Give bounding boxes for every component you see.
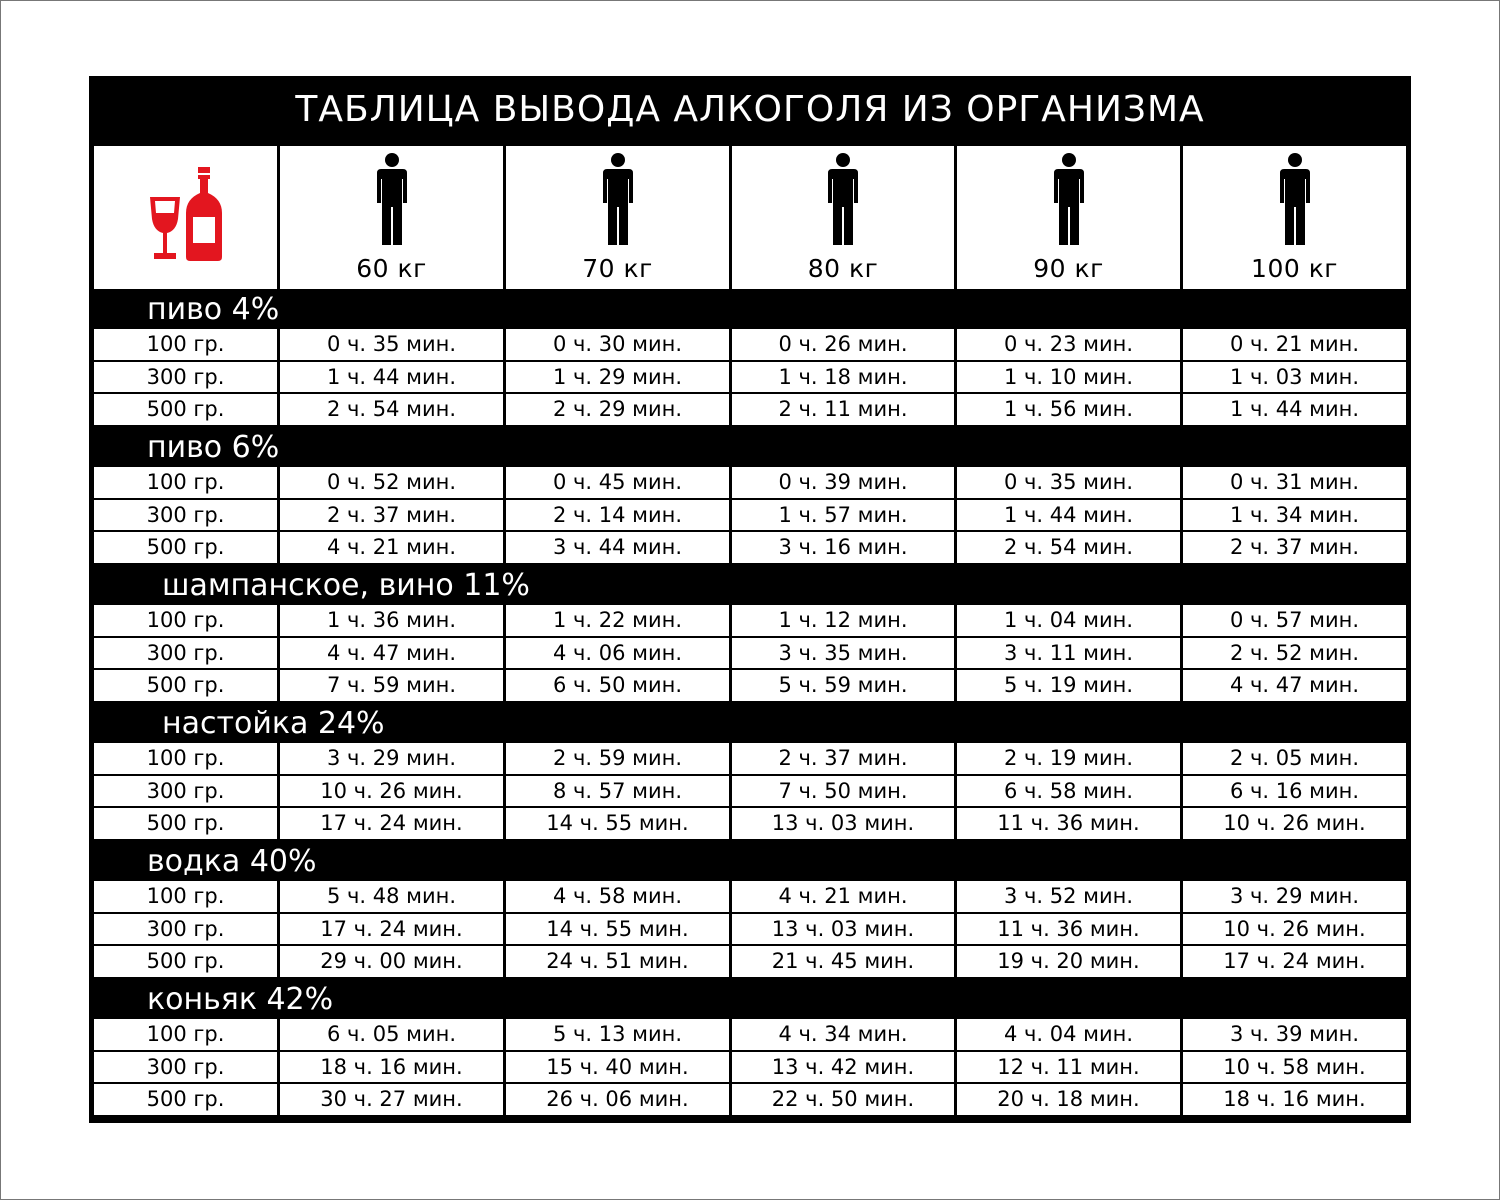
time-cell: 5 ч. 19 мин. [957,670,1180,701]
time-cell: 1 ч. 56 мин. [957,394,1180,425]
time-cell: 11 ч. 36 мин. [957,914,1180,945]
time-cell: 2 ч. 54 мин. [957,532,1180,563]
time-cell: 6 ч. 05 мин. [280,1019,503,1050]
time-cell: 10 ч. 26 мин. [1183,914,1406,945]
time-cell: 5 ч. 13 мин. [506,1019,729,1050]
time-cell: 4 ч. 47 мин. [1183,670,1406,701]
time-cell: 2 ч. 19 мин. [957,743,1180,774]
amount-cell: 300 гр. [94,500,277,531]
weight-label: 70 кг [582,254,653,283]
time-cell: 4 ч. 04 мин. [957,1019,1180,1050]
wine-glass-and-bottle-icon [146,165,226,270]
time-cell: 0 ч. 35 мин. [957,467,1180,498]
time-cell: 3 ч. 39 мин. [1183,1019,1406,1050]
time-cell: 2 ч. 59 мин. [506,743,729,774]
amount-cell: 500 гр. [94,946,277,977]
weight-label: 60 кг [356,254,427,283]
time-cell: 29 ч. 00 мин. [280,946,503,977]
time-cell: 15 ч. 40 мин. [506,1052,729,1083]
time-cell: 1 ч. 29 мин. [506,362,729,393]
time-cell: 14 ч. 55 мин. [506,808,729,839]
time-cell: 2 ч. 14 мин. [506,500,729,531]
time-cell: 3 ч. 29 мин. [280,743,503,774]
time-cell: 2 ч. 11 мин. [732,394,954,425]
time-cell: 1 ч. 36 мин. [280,605,503,636]
time-cell: 2 ч. 37 мин. [280,500,503,531]
time-cell: 0 ч. 39 мин. [732,467,954,498]
time-cell: 0 ч. 21 мин. [1183,329,1406,360]
time-cell: 2 ч. 37 мин. [732,743,954,774]
amount-cell: 300 гр. [94,638,277,669]
amount-cell: 100 гр. [94,329,277,360]
section-title: настойка 24% [162,706,385,741]
time-cell: 4 ч. 34 мин. [732,1019,954,1050]
time-cell: 1 ч. 03 мин. [1183,362,1406,393]
time-cell: 0 ч. 45 мин. [506,467,729,498]
amount-cell: 100 гр. [94,1019,277,1050]
time-cell: 3 ч. 29 мин. [1183,881,1406,912]
time-cell: 21 ч. 45 мин. [732,946,954,977]
section-title: шампанское, вино 11% [162,568,530,603]
time-cell: 17 ч. 24 мин. [280,808,503,839]
weight-label: 100 кг [1251,254,1338,283]
time-cell: 3 ч. 52 мин. [957,881,1180,912]
person-icon [1279,153,1311,254]
person-icon [1053,153,1085,254]
time-cell: 13 ч. 42 мин. [732,1052,954,1083]
time-cell: 5 ч. 48 мин. [280,881,503,912]
time-cell: 12 ч. 11 мин. [957,1052,1180,1083]
time-cell: 6 ч. 50 мин. [506,670,729,701]
time-cell: 1 ч. 34 мин. [1183,500,1406,531]
time-cell: 4 ч. 21 мин. [280,532,503,563]
time-cell: 7 ч. 50 мин. [732,776,954,807]
time-cell: 2 ч. 05 мин. [1183,743,1406,774]
time-cell: 1 ч. 22 мин. [506,605,729,636]
weight-header-3 [732,146,954,289]
weight-header-2 [506,146,729,289]
time-cell: 17 ч. 24 мин. [1183,946,1406,977]
section-title: пиво 6% [147,430,280,465]
time-cell: 0 ч. 35 мин. [280,329,503,360]
time-cell: 2 ч. 37 мин. [1183,532,1406,563]
time-cell: 14 ч. 55 мин. [506,914,729,945]
amount-cell: 500 гр. [94,394,277,425]
weight-label: 90 кг [1033,254,1104,283]
amount-cell: 100 гр. [94,881,277,912]
time-cell: 3 ч. 16 мин. [732,532,954,563]
time-cell: 1 ч. 57 мин. [732,500,954,531]
time-cell: 0 ч. 26 мин. [732,329,954,360]
weight-header-4 [957,146,1180,289]
time-cell: 26 ч. 06 мин. [506,1084,729,1115]
time-cell: 4 ч. 21 мин. [732,881,954,912]
amount-cell: 500 гр. [94,1084,277,1115]
amount-cell: 300 гр. [94,914,277,945]
weight-header-1 [280,146,503,289]
time-cell: 0 ч. 31 мин. [1183,467,1406,498]
time-cell: 3 ч. 44 мин. [506,532,729,563]
person-icon [602,153,634,254]
time-cell: 8 ч. 57 мин. [506,776,729,807]
time-cell: 7 ч. 59 мин. [280,670,503,701]
time-cell: 24 ч. 51 мин. [506,946,729,977]
time-cell: 10 ч. 26 мин. [1183,808,1406,839]
section-title: коньяк 42% [147,982,334,1017]
time-cell: 10 ч. 58 мин. [1183,1052,1406,1083]
time-cell: 11 ч. 36 мин. [957,808,1180,839]
time-cell: 1 ч. 04 мин. [957,605,1180,636]
time-cell: 0 ч. 57 мин. [1183,605,1406,636]
time-cell: 4 ч. 47 мин. [280,638,503,669]
time-cell: 20 ч. 18 мин. [957,1084,1180,1115]
amount-cell: 300 гр. [94,362,277,393]
amount-cell: 300 гр. [94,776,277,807]
time-cell: 10 ч. 26 мин. [280,776,503,807]
weight-header-5 [1183,146,1406,289]
time-cell: 1 ч. 18 мин. [732,362,954,393]
time-cell: 18 ч. 16 мин. [280,1052,503,1083]
time-cell: 0 ч. 30 мин. [506,329,729,360]
time-cell: 18 ч. 16 мин. [1183,1084,1406,1115]
time-cell: 13 ч. 03 мин. [732,914,954,945]
time-cell: 2 ч. 52 мин. [1183,638,1406,669]
alcohol-table [89,76,1411,1123]
drinks-header-cell [94,146,277,289]
amount-cell: 500 гр. [94,532,277,563]
time-cell: 1 ч. 44 мин. [1183,394,1406,425]
time-cell: 0 ч. 52 мин. [280,467,503,498]
time-cell: 2 ч. 29 мин. [506,394,729,425]
time-cell: 17 ч. 24 мин. [280,914,503,945]
time-cell: 5 ч. 59 мин. [732,670,954,701]
time-cell: 3 ч. 11 мин. [957,638,1180,669]
amount-cell: 100 гр. [94,743,277,774]
time-cell: 6 ч. 58 мин. [957,776,1180,807]
time-cell: 1 ч. 44 мин. [957,500,1180,531]
amount-cell: 500 гр. [94,670,277,701]
table-title: ТАБЛИЦА ВЫВОДА АЛКОГОЛЯ ИЗ ОРГАНИЗМА [295,89,1205,130]
time-cell: 22 ч. 50 мин. [732,1084,954,1115]
amount-cell: 100 гр. [94,605,277,636]
amount-cell: 100 гр. [94,467,277,498]
time-cell: 3 ч. 35 мин. [732,638,954,669]
time-cell: 2 ч. 54 мин. [280,394,503,425]
time-cell: 19 ч. 20 мин. [957,946,1180,977]
section-title: водка 40% [147,844,317,879]
weight-label: 80 кг [807,254,879,283]
time-cell: 30 ч. 27 мин. [280,1084,503,1115]
amount-cell: 300 гр. [94,1052,277,1083]
time-cell: 6 ч. 16 мин. [1183,776,1406,807]
section-title: пиво 4% [147,292,280,327]
person-icon [827,153,859,254]
time-cell: 1 ч. 10 мин. [957,362,1180,393]
time-cell: 1 ч. 12 мин. [732,605,954,636]
person-icon [376,153,408,254]
time-cell: 1 ч. 44 мин. [280,362,503,393]
time-cell: 4 ч. 58 мин. [506,881,729,912]
amount-cell: 500 гр. [94,808,277,839]
time-cell: 13 ч. 03 мин. [732,808,954,839]
time-cell: 4 ч. 06 мин. [506,638,729,669]
time-cell: 0 ч. 23 мин. [957,329,1180,360]
